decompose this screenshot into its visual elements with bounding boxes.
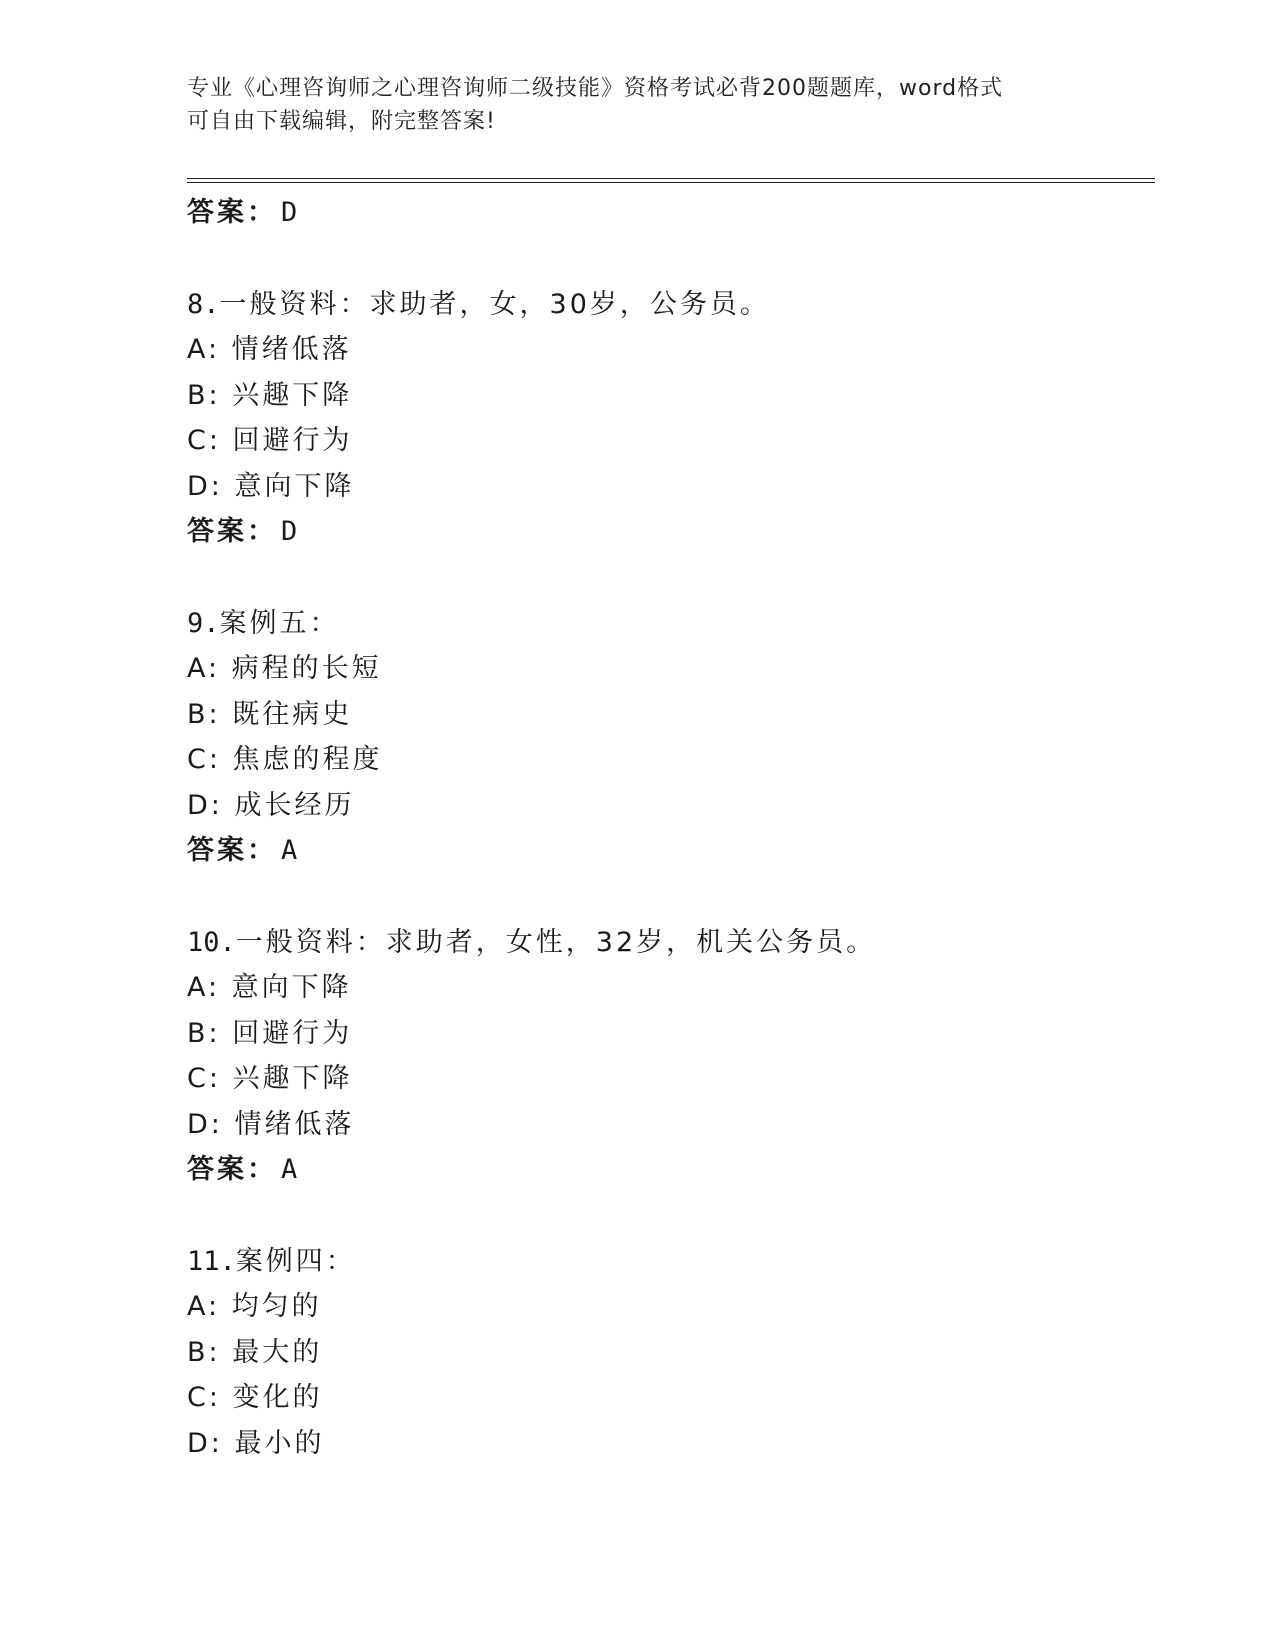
header-line-2: 可自由下载编辑，附完整答案! xyxy=(187,109,496,134)
option-a: A: 病程的长短 xyxy=(187,653,382,684)
option-c: C: 兴趣下降 xyxy=(187,1063,353,1094)
answer-value: A xyxy=(281,835,301,866)
answer-label: 答案： xyxy=(187,835,277,866)
option-a: A: 情绪低落 xyxy=(187,334,352,365)
option-a: A: 均匀的 xyxy=(187,1291,322,1322)
option-c: C: 变化的 xyxy=(187,1382,323,1413)
option-d: D: 情绪低落 xyxy=(187,1108,355,1140)
question-stem xyxy=(187,282,1155,328)
question-block xyxy=(187,1239,1155,1467)
document-body xyxy=(187,190,1155,1466)
option-c: C: 回避行为 xyxy=(187,425,353,456)
spacer xyxy=(187,555,1155,601)
question-block xyxy=(187,920,1155,1193)
option-d: D: 成长经历 xyxy=(187,789,355,821)
question-block xyxy=(187,282,1155,555)
option-b: B: 回避行为 xyxy=(187,1017,353,1049)
spacer xyxy=(187,874,1155,920)
question-stem xyxy=(187,920,1155,966)
question-number: 11. xyxy=(187,1245,236,1277)
question-block xyxy=(187,601,1155,874)
answer-label: 答案： xyxy=(187,1154,277,1185)
question-number: 9. xyxy=(187,607,220,639)
answer-label: 答案： xyxy=(187,516,277,547)
question-stem xyxy=(187,1239,1155,1285)
answer-label: 答案： xyxy=(187,197,277,228)
answer-value: D xyxy=(281,516,301,547)
question-number: 10. xyxy=(187,926,236,958)
answer-value: D xyxy=(281,197,301,228)
header-double-rule xyxy=(187,178,1155,183)
question-text: 案例五： xyxy=(219,607,340,639)
previous-answer xyxy=(187,190,1155,236)
question-text: 一般资料：求助者，女，30岁，公务员。 xyxy=(219,288,770,320)
header-line-1: 专业《心理咨询师之心理咨询师二级技能》资格考试必背200题题库，word格式 xyxy=(187,76,1004,101)
spacer xyxy=(187,1193,1155,1239)
option-b: B: 既往病史 xyxy=(187,698,353,730)
answer-line xyxy=(187,509,1155,555)
option-b: B: 最大的 xyxy=(187,1336,323,1368)
option-d: D: 最小的 xyxy=(187,1427,325,1459)
answer-value: A xyxy=(281,1154,301,1185)
answer-line xyxy=(187,828,1155,874)
option-a: A: 意向下降 xyxy=(187,972,352,1003)
question-text: 案例四： xyxy=(235,1245,356,1277)
page-header xyxy=(187,72,1067,138)
spacer xyxy=(187,236,1155,282)
option-d: D: 意向下降 xyxy=(187,470,355,502)
option-c: C: 焦虑的程度 xyxy=(187,744,383,775)
answer-line xyxy=(187,1147,1155,1193)
question-stem xyxy=(187,601,1155,647)
question-number: 8. xyxy=(187,288,220,320)
option-b: B: 兴趣下降 xyxy=(187,379,353,411)
question-text: 一般资料：求助者，女性，32岁，机关公务员。 xyxy=(235,926,877,958)
